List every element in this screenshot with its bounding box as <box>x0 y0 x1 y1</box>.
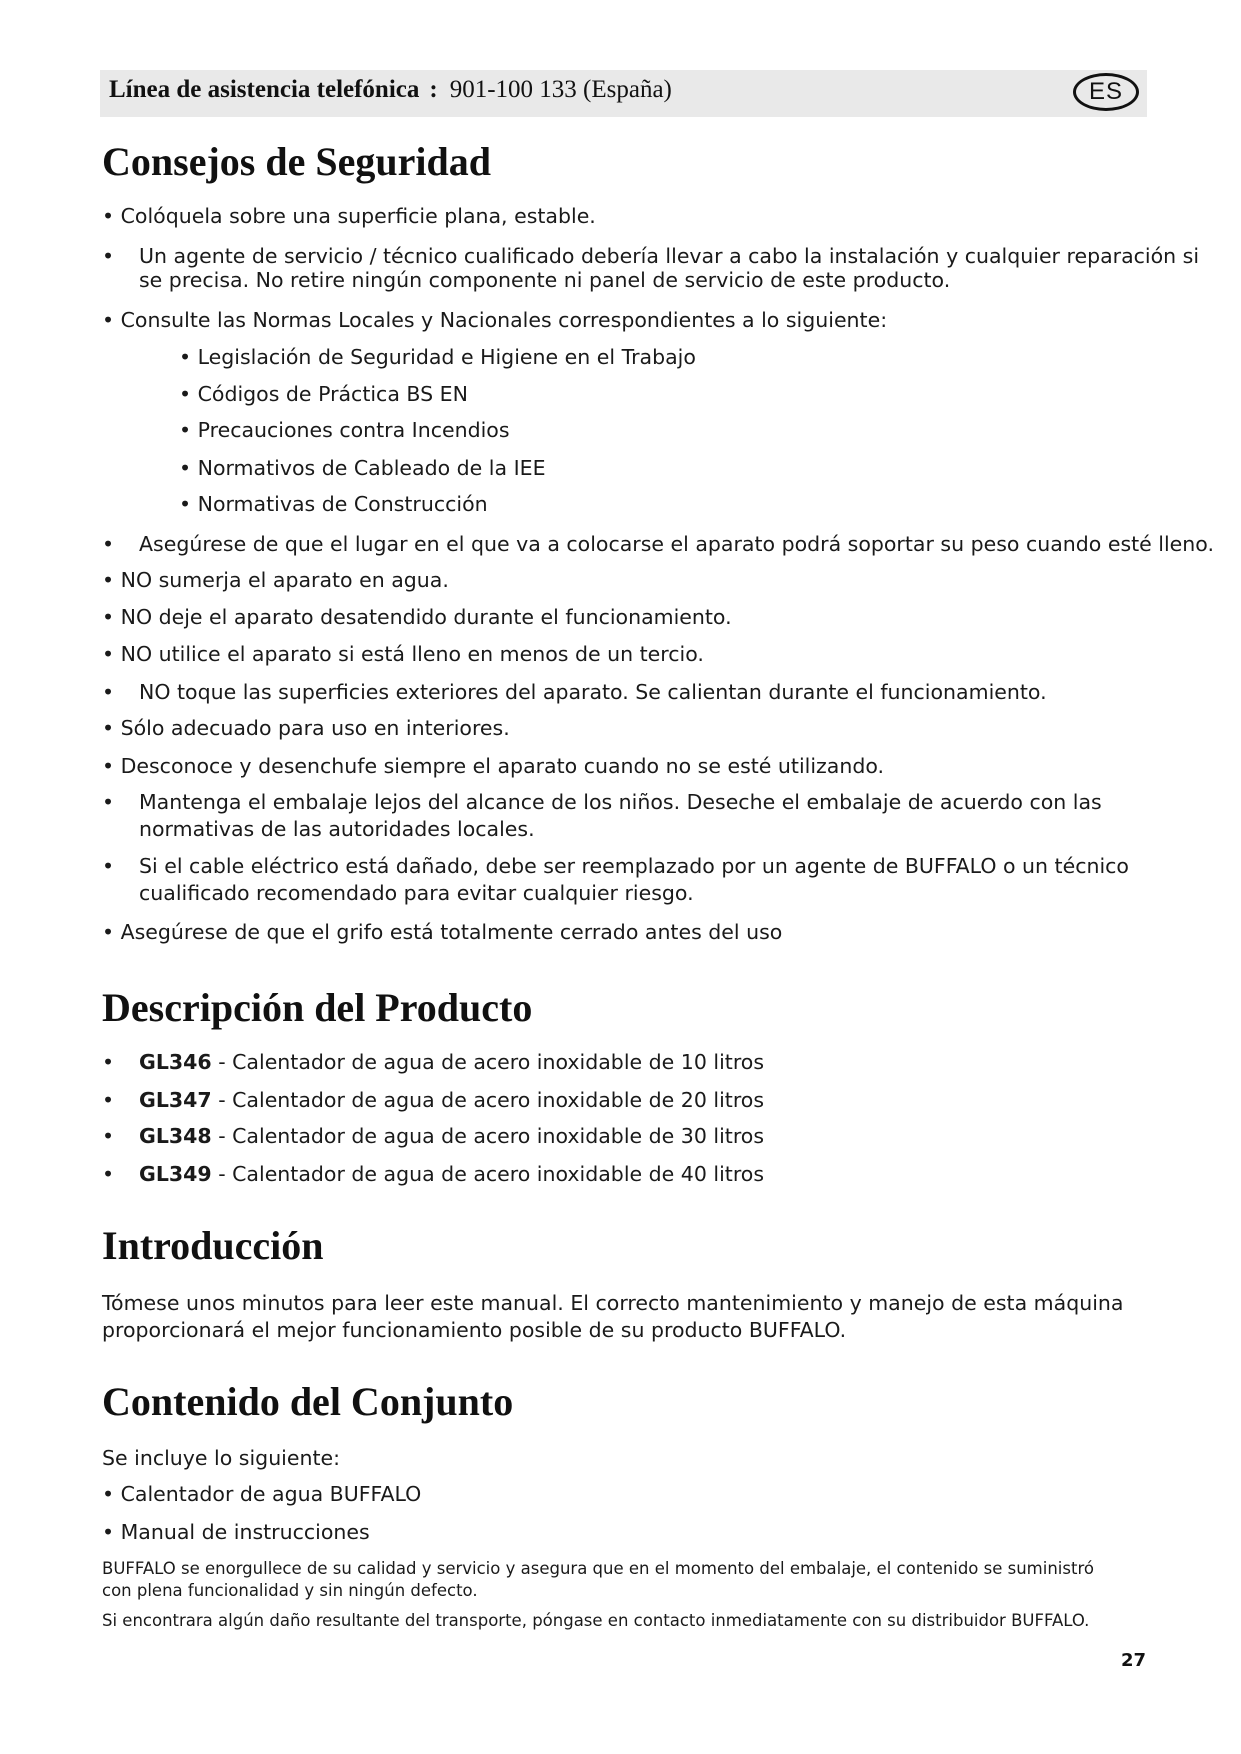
safety-item: • Sólo adecuado para uso en interiores. <box>102 716 510 740</box>
safety-item: Si el cable eléctrico está dañado, debe ser reemplazado por un agente de BUFFALO o un técnico <box>139 854 1129 878</box>
product-desc: - Calentador de agua de acero inoxidable de 10 litros <box>211 1050 765 1074</box>
bullet: • <box>102 1088 115 1112</box>
bullet: • <box>102 680 115 704</box>
safety-item-continued: cualificado recomendado para evitar cualquier riesgo. <box>139 881 694 905</box>
safety-item: • NO utilice el aparato si está lleno en menos de un tercio. <box>102 642 704 666</box>
safety-item: • NO sumerja el aparato en agua. <box>102 568 449 592</box>
safety-item: • Consulte las Normas Locales y Nacionales correspondientes a lo siguiente: <box>102 308 888 332</box>
contents-title: Contenido del Conjunto <box>102 1379 514 1424</box>
norm-item: • Normativos de Cableado de la IEE <box>179 456 546 480</box>
helpline-bar <box>100 70 1147 117</box>
product-code: GL348 <box>139 1124 212 1148</box>
bullet: • <box>102 790 115 814</box>
safety-item: Mantenga el embalaje lejos del alcance de los niños. Deseche el embalaje de acuerdo con las <box>139 790 1102 814</box>
safety-item-continued: se precisa. No retire ningún componente ni panel de servicio de este producto. <box>139 268 951 292</box>
bullet: • <box>102 1162 115 1186</box>
product-item <box>139 1122 764 1150</box>
safety-item: • Asegúrese de que el grifo está totalmente cerrado antes del uso <box>102 920 783 944</box>
bullet: • <box>102 1124 115 1148</box>
intro-text: proporcionará el mejor funcionamiento posible de su producto BUFFALO. <box>102 1318 847 1342</box>
product-desc: - Calentador de agua de acero inoxidable de 30 litros <box>211 1124 765 1148</box>
helpline-label: Línea de asistencia telefónica <box>109 76 420 103</box>
damage-note: Si encontrara algún daño resultante del transporte, póngase en contacto inmediatamente con su distribuidor BUFFALO. <box>102 1611 1090 1630</box>
bullet: • <box>102 1050 115 1074</box>
helpline-text <box>109 76 672 104</box>
safety-item-continued: normativas de las autoridades locales. <box>139 817 535 841</box>
norm-item: • Legislación de Seguridad e Higiene en el Trabajo <box>179 345 696 369</box>
quality-note: con plena funcionalidad y sin ningún defecto. <box>102 1581 478 1600</box>
safety-item: NO toque las superficies exteriores del aparato. Se calientan durante el funcionamiento. <box>139 680 1047 704</box>
contents-item: • Manual de instrucciones <box>102 1520 370 1544</box>
norm-item: • Normativas de Construcción <box>179 492 488 516</box>
bullet: • <box>102 244 115 268</box>
intro-title: Introducción <box>102 1223 324 1268</box>
product-code: GL346 <box>139 1050 212 1074</box>
safety-title: Consejos de Seguridad <box>102 139 491 184</box>
safety-item: • Colóquela sobre una superficie plana, estable. <box>102 204 596 228</box>
helpline-separator: : <box>429 76 438 103</box>
product-code: GL347 <box>139 1088 212 1112</box>
page-number: 27 <box>1120 1650 1146 1671</box>
norm-item: • Códigos de Práctica BS EN <box>179 382 468 406</box>
language-badge: ES <box>1073 73 1139 111</box>
safety-item: • NO deje el aparato desatendido durante el funcionamiento. <box>102 605 732 629</box>
safety-item: Un agente de servicio / técnico cualificado debería llevar a cabo la instalación y cualquier reparación si <box>139 244 1200 268</box>
intro-text: Tómese unos minutos para leer este manual. El correcto mantenimiento y manejo de esta máquina <box>102 1291 1124 1315</box>
product-item <box>139 1048 764 1076</box>
safety-item: • Desconoce y desenchufe siempre el aparato cuando no se esté utilizando. <box>102 754 885 778</box>
contents-item: • Calentador de agua BUFFALO <box>102 1482 422 1506</box>
product-item <box>139 1086 764 1114</box>
bullet: • <box>102 532 115 556</box>
product-item <box>139 1160 764 1188</box>
product-desc: - Calentador de agua de acero inoxidable de 40 litros <box>211 1162 765 1186</box>
product-code: GL349 <box>139 1162 212 1186</box>
contents-lead: Se incluye lo siguiente: <box>102 1446 341 1470</box>
safety-item: Asegúrese de que el lugar en el que va a colocarse el aparato podrá soportar su peso cuando esté lleno. <box>139 532 1214 556</box>
helpline-number: 901-100 133 (España) <box>449 76 672 103</box>
quality-note: BUFFALO se enorgullece de su calidad y servicio y asegura que en el momento del embalaje, el contenido se suministró <box>102 1559 1094 1578</box>
product-desc: - Calentador de agua de acero inoxidable de 20 litros <box>211 1088 765 1112</box>
bullet: • <box>102 854 115 878</box>
norm-item: • Precauciones contra Incendios <box>179 418 510 442</box>
description-title: Descripción del Producto <box>102 985 533 1030</box>
